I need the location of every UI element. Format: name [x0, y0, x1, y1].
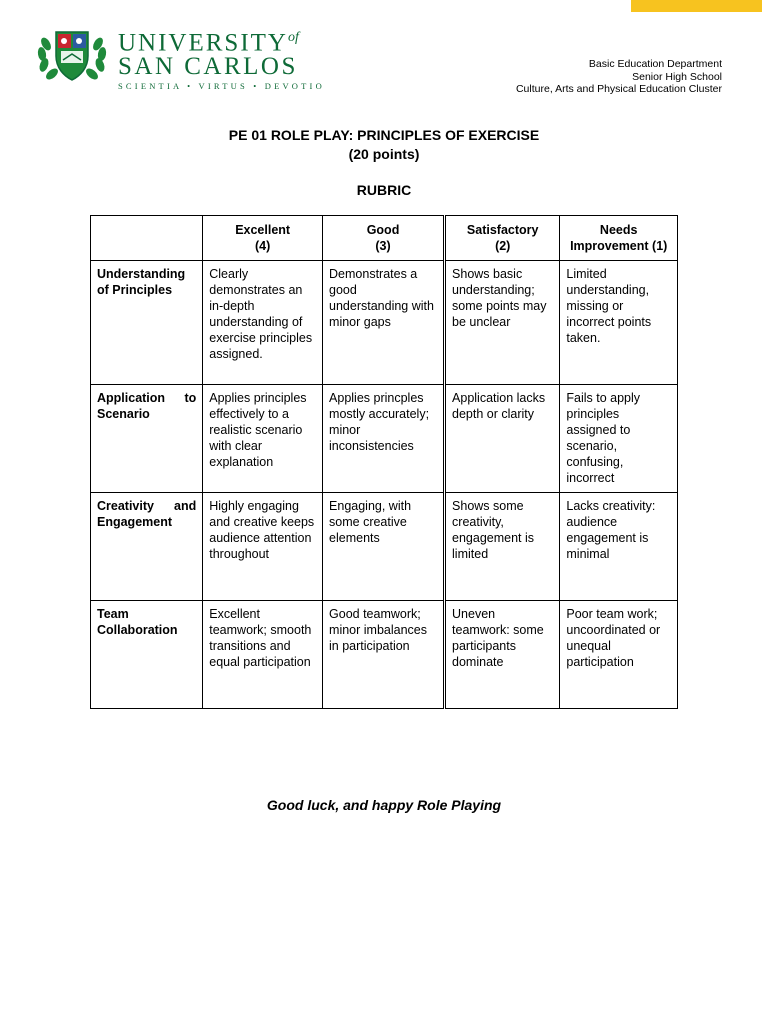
accent-bar: [631, 0, 762, 12]
table-cell: Uneven teamwork: some participants dominate: [445, 601, 560, 709]
table-cell: Shows basic understanding; some points may be unclear: [445, 261, 560, 385]
university-seal-icon: [32, 24, 112, 84]
table-cell: Highly engaging and creative keeps audience attention throughout: [203, 493, 323, 601]
wordmark-university: $UNIVERSITY^{of}$: [118, 29, 299, 57]
department-line: Culture, Arts and Physical Education Cluster: [515, 83, 722, 95]
table-cell: Excellent teamwork; smooth transitions and equal participation: [203, 601, 323, 709]
department-line: Basic Education Department: [588, 58, 722, 70]
department-line: Senior High School: [632, 70, 722, 83]
criterion-cell: Team Collaboration: [91, 601, 203, 709]
criterion-word: Scenario: [97, 407, 150, 421]
table-row: [91, 385, 678, 493]
table-cell: Demonstrates a good understanding with minor gaps: [323, 261, 445, 385]
wordmark-san-carlos: SAN CARLOS: [118, 53, 298, 81]
table-cell: Poor team work; uncoordinated or unequal participation: [560, 601, 678, 709]
criterion-cell: [91, 493, 203, 601]
header-cell-satisfactory: Satisfactory (2): [445, 216, 560, 261]
criterion-cell: Understanding of Principles: [91, 261, 203, 385]
table-row: [91, 493, 678, 601]
table-cell: Shows some creativity, engagement is limited: [445, 493, 560, 601]
table-cell: Lacks creativity: audience engagement is minimal: [560, 493, 678, 601]
table-cell: Clearly demonstrates an in-depth understanding of exercise principles assigned.: [203, 261, 323, 385]
rubric-heading: RUBRIC: [356, 182, 412, 198]
document-title: [0, 126, 768, 164]
university-wordmark: [118, 26, 358, 91]
table-header-row: [91, 216, 678, 261]
criterion-word: Engagement: [97, 515, 173, 529]
header-cell-excellent: Excellent (4): [203, 216, 323, 261]
criterion-cell: [91, 385, 203, 493]
title-points: (20 points): [348, 146, 420, 162]
criterion-word: and: [174, 499, 197, 513]
table-cell: Application lacks depth or clarity: [445, 385, 560, 493]
table-row: [91, 261, 678, 385]
criterion-word: Creativity: [97, 499, 154, 513]
rubric-table: [90, 215, 678, 709]
title-line: PE 01 ROLE PLAY: PRINCIPLES OF EXERCISE: [228, 127, 540, 143]
table-cell: Engaging, with some creative elements: [323, 493, 445, 601]
header-cell-good: Good (3): [323, 216, 445, 261]
header-corner-cell: [91, 216, 203, 261]
closing-message: Good luck, and happy Role Playing: [266, 797, 502, 813]
table-cell: Limited understanding, missing or incorrect points taken.: [560, 261, 678, 385]
table-row: [91, 601, 678, 709]
criterion-word: Application: [97, 391, 166, 405]
table-cell: Fails to apply principles assigned to scenario, confusing, incorrect: [560, 385, 678, 493]
table-cell: Good teamwork; minor imbalances in participation: [323, 601, 445, 709]
table-cell: Applies princples mostly accurately; minor inconsistencies: [323, 385, 445, 493]
criterion-word: to: [184, 391, 197, 405]
table-cell: Applies principles effectively to a realistic scenario with clear explanation: [203, 385, 323, 493]
department-block: [516, 58, 722, 96]
header-cell-needs-improvement: Needs Improvement (1): [560, 216, 678, 261]
wordmark-motto: SCIENTIA • VIRTUS • DEVOTIO: [118, 81, 325, 92]
